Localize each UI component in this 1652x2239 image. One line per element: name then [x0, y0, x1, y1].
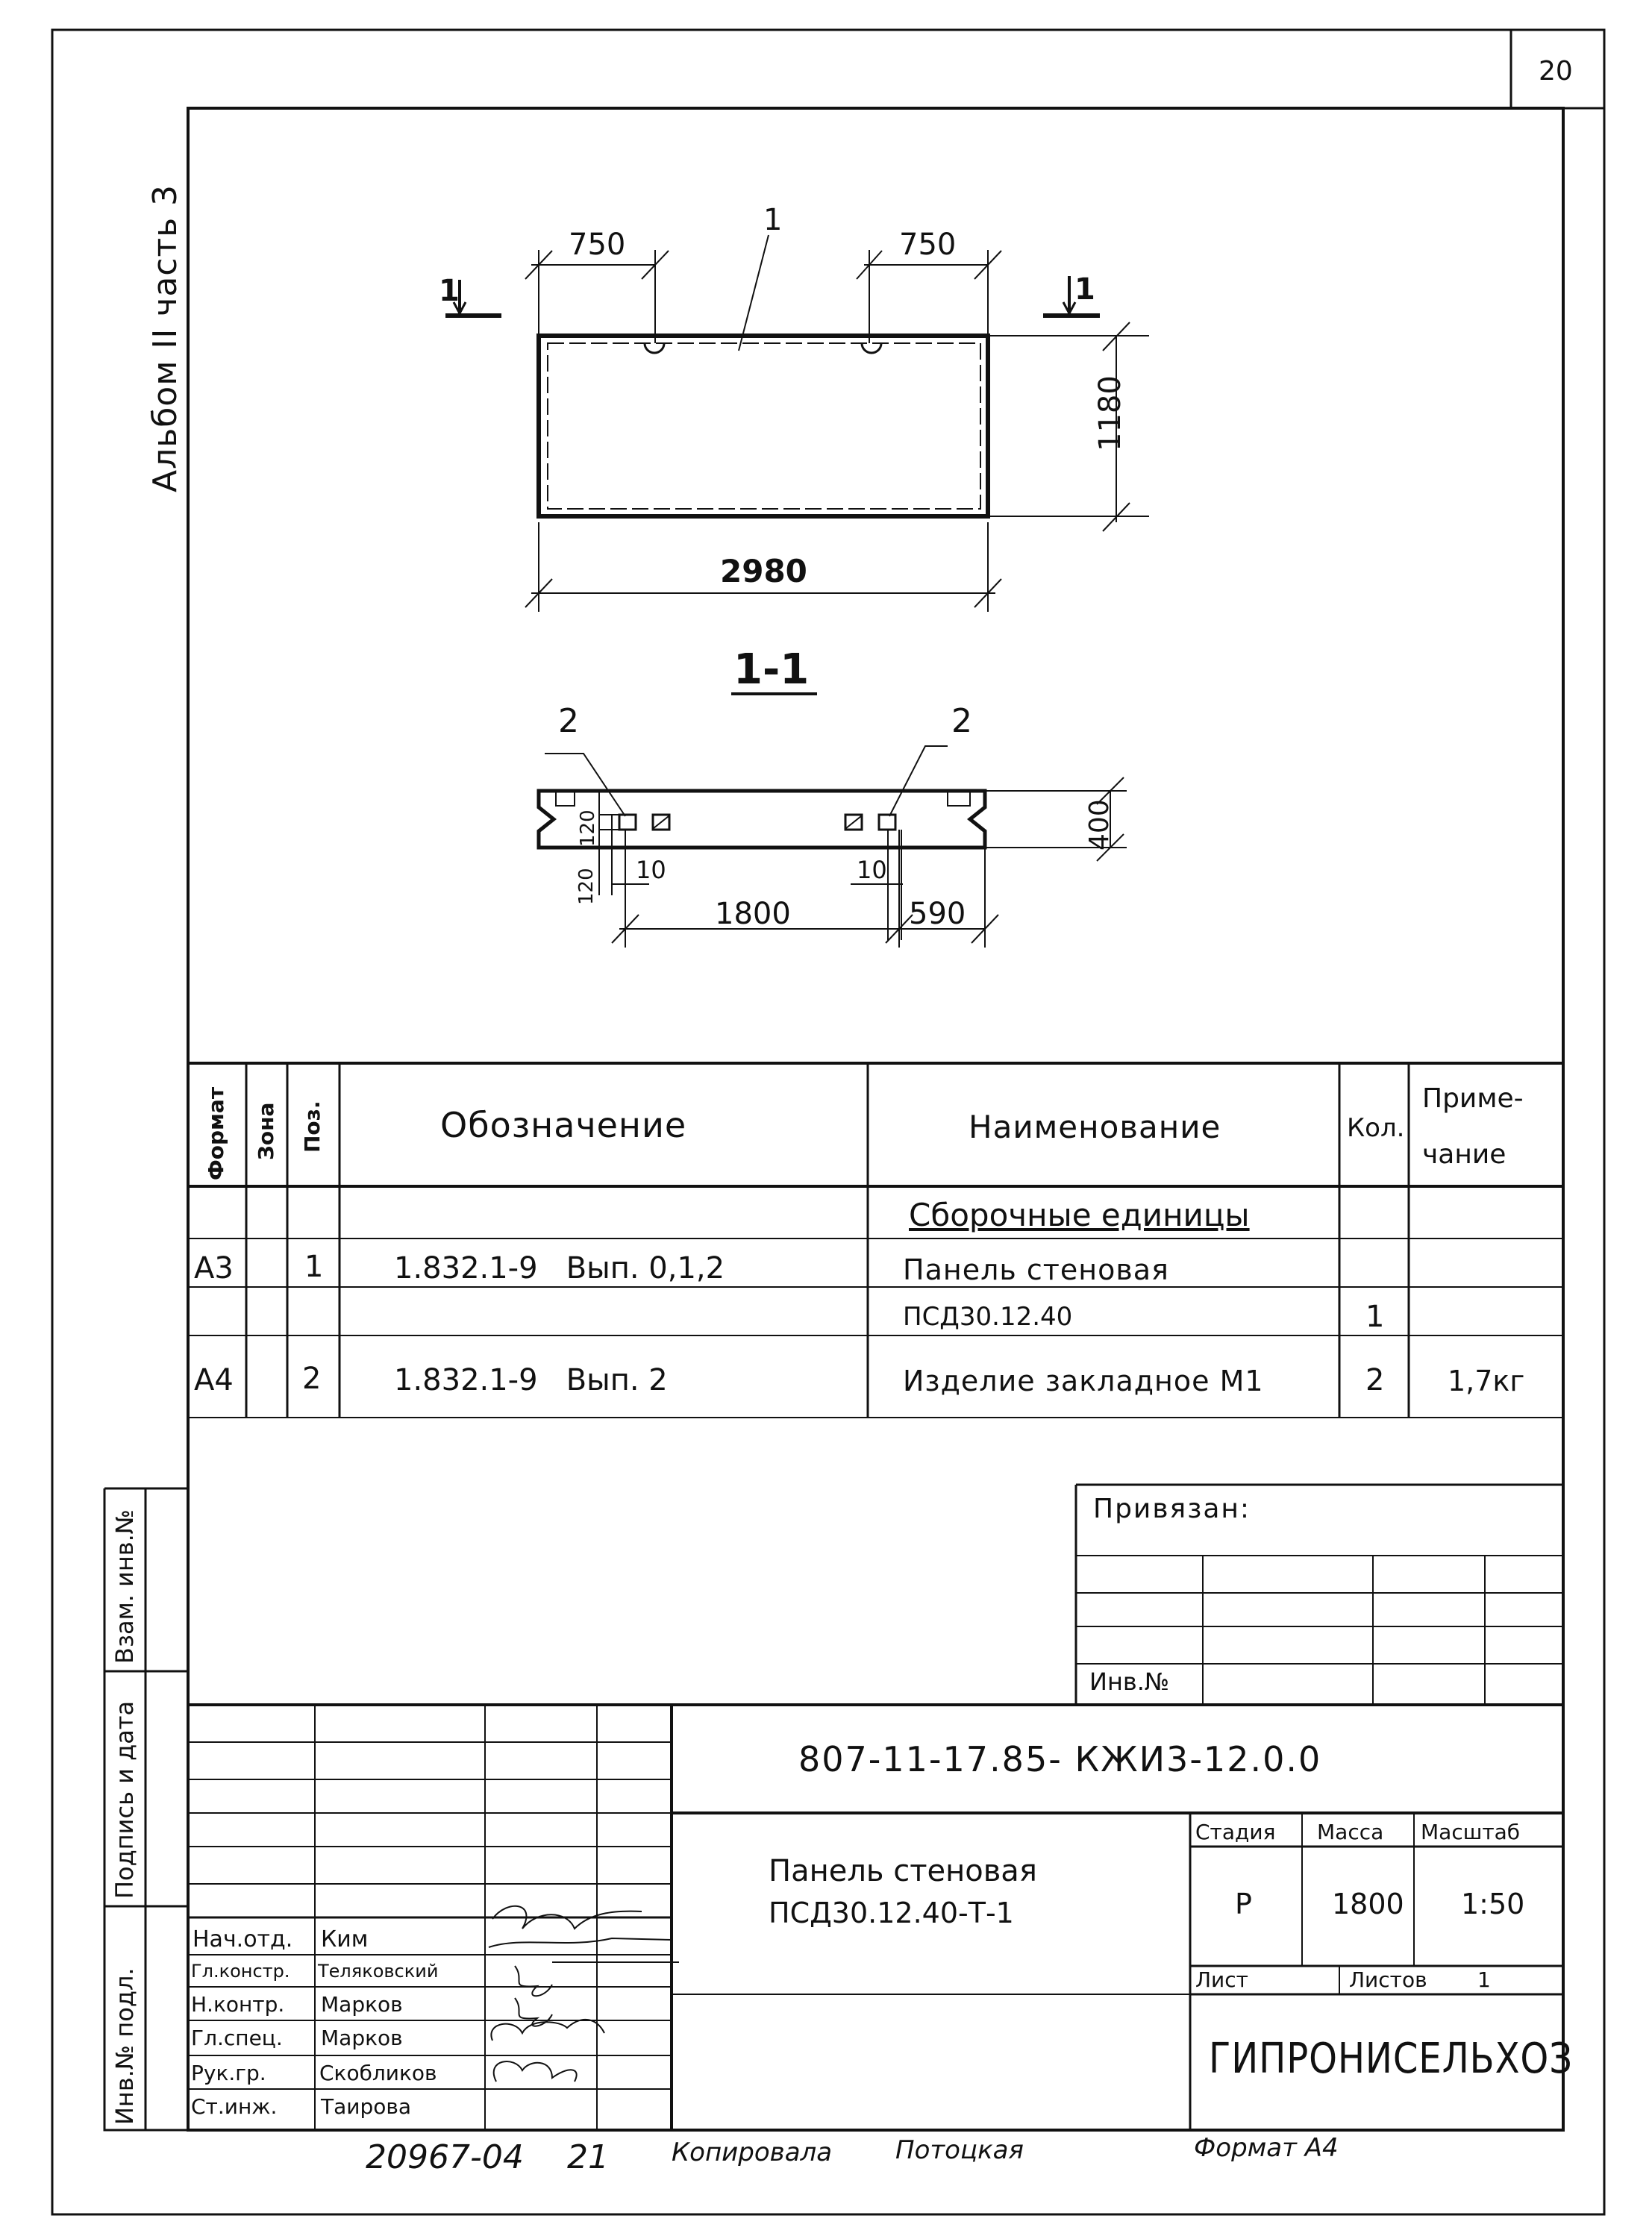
dim-120-left: 120 — [575, 868, 598, 905]
sig-name-1: Ким — [321, 1926, 369, 1953]
header-qty: Кол. — [1347, 1113, 1405, 1143]
stage-label: Стадия — [1195, 1820, 1276, 1844]
sig-name-5: Скобликов — [319, 2061, 437, 2085]
sig-role-4: Гл.спец. — [191, 2026, 283, 2050]
title-line-1: Панель стеновая — [769, 1854, 1037, 1888]
dim-120-top: 120 — [577, 810, 599, 847]
sig-role-3: Н.контр. — [191, 1992, 285, 2017]
dim-10-right: 10 — [857, 856, 887, 884]
sheets-value: 1 — [1477, 1967, 1491, 1992]
stamp-inv-original: Инв.№ подл. — [110, 1967, 139, 2125]
scale-value: 1:50 — [1461, 1888, 1525, 1920]
binding-inv-label: Инв.№ — [1089, 1667, 1170, 1696]
sig-name-4: Марков — [321, 2026, 403, 2050]
sig-name-3: Марков — [321, 1992, 403, 2017]
stamp-replace-inv: Взам. инв.№ — [110, 1509, 139, 1664]
sig-name-2: Теляковский — [318, 1961, 439, 1982]
row2-qty: 1 — [1365, 1300, 1385, 1334]
stage-value: Р — [1235, 1888, 1252, 1920]
section-mark-right: 1 — [1074, 272, 1095, 307]
page-number: 20 — [1539, 56, 1573, 87]
stamp-sign-date: Подпись и дата — [110, 1700, 139, 1899]
sig-role-5: Рук.гр. — [191, 2061, 266, 2085]
header-zone: Зона — [254, 1102, 278, 1160]
dim-750-right: 750 — [899, 228, 957, 262]
section-title: 1-1 — [733, 645, 810, 694]
binding-title: Привязан: — [1093, 1494, 1251, 1524]
copied-label: Копировала — [672, 2138, 833, 2167]
row2-name: ПСД30.12.40 — [903, 1302, 1073, 1332]
format-label: Формат А4 — [1194, 2133, 1339, 2163]
row1-name: Панель стеновая — [903, 1253, 1169, 1286]
sig-name-6: Таирова — [321, 2094, 412, 2119]
row1-format: А3 — [194, 1251, 234, 1286]
header-pos: Поз. — [300, 1100, 325, 1153]
row3-name: Изделие закладное М1 — [903, 1365, 1264, 1397]
dim-1180: 1180 — [1093, 375, 1127, 451]
dim-2980: 2980 — [720, 553, 807, 589]
section-mark-left: 1 — [439, 274, 460, 308]
header-designation: Обозначение — [440, 1105, 687, 1145]
row3-qty: 2 — [1365, 1363, 1385, 1397]
archive-sheet-number: 21 — [567, 2138, 609, 2176]
mass-value: 1800 — [1332, 1888, 1404, 1920]
scale-label: Масштаб — [1421, 1820, 1521, 1844]
doc-code: 807-11-17.85- КЖИ3-12.0.0 — [798, 1739, 1322, 1779]
leader-1-label: 1 — [763, 203, 783, 237]
header-note-2: чание — [1422, 1139, 1506, 1170]
dim-10-left: 10 — [636, 856, 666, 884]
section-header-assembly: Сборочные единицы — [909, 1197, 1250, 1233]
title-line-2: ПСД30.12.40-Т-1 — [769, 1897, 1014, 1929]
sheet-label: Лист — [1195, 1967, 1248, 1992]
row3-designation: 1.832.1-9 Вып. 2 — [394, 1363, 668, 1397]
sheets-label: Листов — [1349, 1967, 1427, 1992]
dim-750-left: 750 — [569, 228, 626, 262]
dim-400: 400 — [1084, 799, 1115, 851]
row3-pos: 2 — [302, 1362, 322, 1396]
dim-1800: 1800 — [715, 897, 791, 931]
row1-designation: 1.832.1-9 Вып. 0,1,2 — [394, 1251, 725, 1286]
leader-2-left-label: 2 — [558, 702, 579, 740]
copier-name: Потоцкая — [895, 2135, 1024, 2165]
leader-2-right-label: 2 — [951, 702, 972, 740]
row3-note: 1,7кг — [1448, 1365, 1525, 1397]
sig-role-1: Нач.отд. — [193, 1926, 293, 1953]
album-label: Альбом II часть 3 — [146, 184, 184, 492]
dim-590: 590 — [909, 897, 966, 931]
row1-pos: 1 — [304, 1250, 324, 1284]
header-format: Формат — [204, 1086, 228, 1180]
mass-label: Масса — [1317, 1820, 1384, 1844]
row3-format: А4 — [194, 1363, 234, 1397]
header-note-1: Приме- — [1422, 1083, 1524, 1114]
sig-role-2: Гл.констр. — [191, 1961, 290, 1982]
organization: ГИПРОНИСЕЛЬХОЗ — [1209, 2035, 1573, 2083]
header-name: Наименование — [969, 1109, 1221, 1145]
sig-role-6: Ст.инж. — [191, 2094, 278, 2119]
archive-number: 20967-04 — [366, 2138, 524, 2176]
